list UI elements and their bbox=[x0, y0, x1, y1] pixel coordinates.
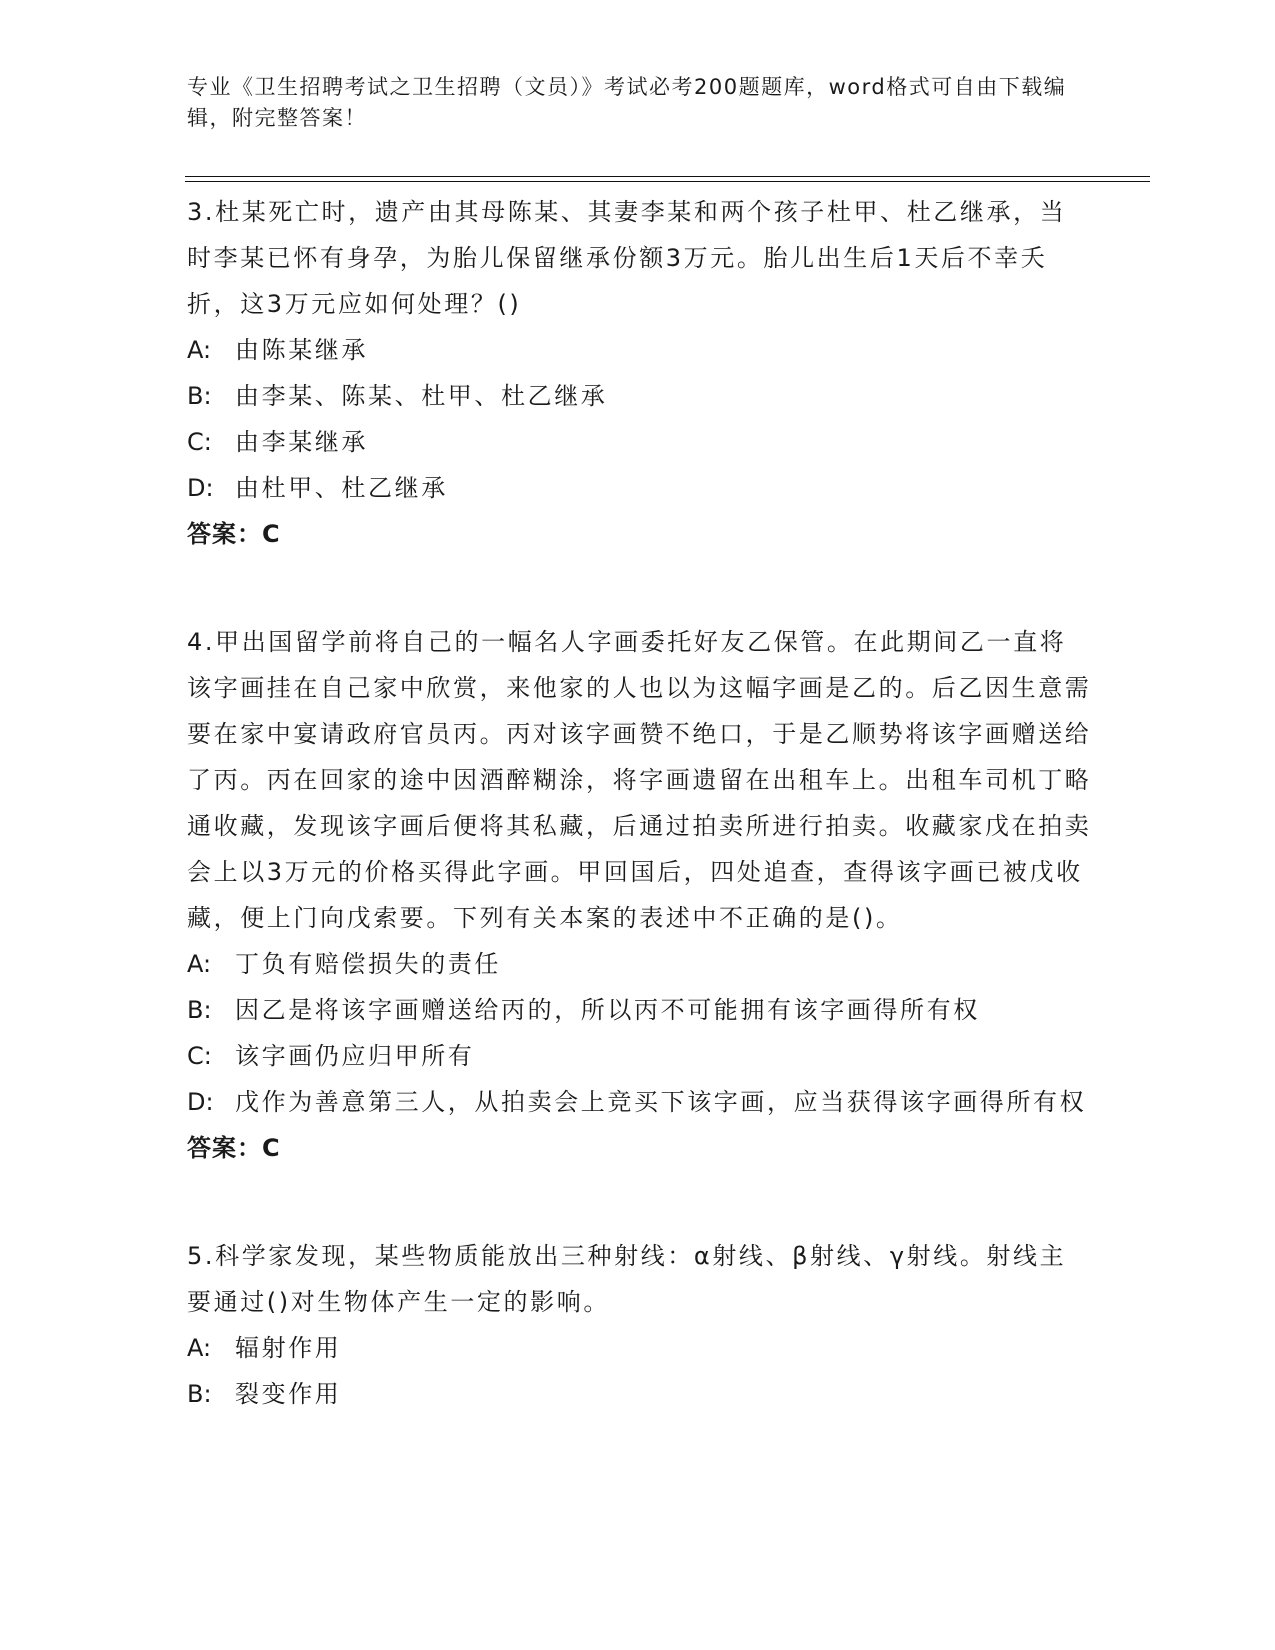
question-text: 3.杜某死亡时，遗产由其母陈某、其妻李某和两个孩子杜甲、杜乙继承，当时李某已怀有身孕，为胎儿保留继承份额3万元。胎儿出生后1天后不幸夭折，这3万元应如何处理？() bbox=[187, 198, 1067, 318]
header-divider-bottom bbox=[185, 181, 1150, 182]
option-a bbox=[187, 327, 1092, 373]
option-text: 由杜甲、杜乙继承 bbox=[235, 474, 448, 502]
option-a bbox=[187, 941, 1092, 987]
question-3 bbox=[187, 189, 1092, 557]
option-c bbox=[187, 1033, 1092, 1079]
option-letter: A: bbox=[187, 336, 212, 364]
question-text: 4.甲出国留学前将自己的一幅名人字画委托好友乙保管。在此期间乙一直将该字画挂在自己家中欣赏，来他家的人也以为这幅字画是乙的。后乙因生意需要在家中宴请政府官员丙。丙对该字画赞不绝口，于是乙顺势将该字画赠送给了丙。丙在回家的途中因酒醉糊涂，将字画遗留在出租车上。出租车司机丁略通收藏，发现该字画后便将其私藏，后通过拍卖所进行拍卖。收藏家戊在拍卖会上以3万元的价格买得此字画。甲回国后，四处追查，查得该字画已被戊收藏，便上门向戊索要。下列有关本案的表述中不正确的是()。 bbox=[187, 628, 1092, 932]
spacer bbox=[187, 1171, 1092, 1233]
question-5 bbox=[187, 1233, 1092, 1417]
page-header: 专业《卫生招聘考试之卫生招聘（文员）》考试必考200题题库，word格式可自由下载编辑，附完整答案！ bbox=[187, 75, 1067, 130]
option-letter: D: bbox=[187, 1088, 214, 1116]
answer-line: 答案：C bbox=[187, 520, 281, 548]
option-text: 辐射作用 bbox=[235, 1334, 342, 1362]
question-4 bbox=[187, 619, 1092, 1171]
spacer bbox=[187, 557, 1092, 619]
option-text: 由李某、陈某、杜甲、杜乙继承 bbox=[235, 382, 608, 410]
option-text: 裂变作用 bbox=[235, 1380, 342, 1408]
question-list bbox=[187, 189, 1092, 1417]
option-text: 由陈某继承 bbox=[235, 336, 368, 364]
option-letter: A: bbox=[187, 1334, 212, 1362]
option-text: 该字画仍应归甲所有 bbox=[235, 1042, 475, 1070]
answer-line: 答案：C bbox=[187, 1134, 281, 1162]
option-b bbox=[187, 373, 1092, 419]
option-b bbox=[187, 1371, 1092, 1417]
option-c bbox=[187, 419, 1092, 465]
option-d bbox=[187, 465, 1092, 511]
option-letter: C: bbox=[187, 428, 212, 456]
option-b bbox=[187, 987, 1092, 1033]
option-letter: B: bbox=[187, 1380, 212, 1408]
option-text: 丁负有赔偿损失的责任 bbox=[235, 950, 501, 978]
option-a bbox=[187, 1325, 1092, 1371]
option-d bbox=[187, 1079, 1092, 1125]
question-text: 5.科学家发现，某些物质能放出三种射线：α射线、β射线、γ射线。射线主要通过()对生物体产生一定的影响。 bbox=[187, 1242, 1067, 1316]
option-letter: D: bbox=[187, 474, 214, 502]
option-text: 戊作为善意第三人，从拍卖会上竞买下该字画，应当获得该字画得所有权 bbox=[235, 1088, 1087, 1116]
header-divider-top bbox=[185, 176, 1150, 177]
option-letter: B: bbox=[187, 382, 212, 410]
option-letter: A: bbox=[187, 950, 212, 978]
option-letter: B: bbox=[187, 996, 212, 1024]
option-text: 由李某继承 bbox=[235, 428, 368, 456]
option-letter: C: bbox=[187, 1042, 212, 1070]
option-text: 因乙是将该字画赠送给丙的，所以丙不可能拥有该字画得所有权 bbox=[235, 996, 980, 1024]
